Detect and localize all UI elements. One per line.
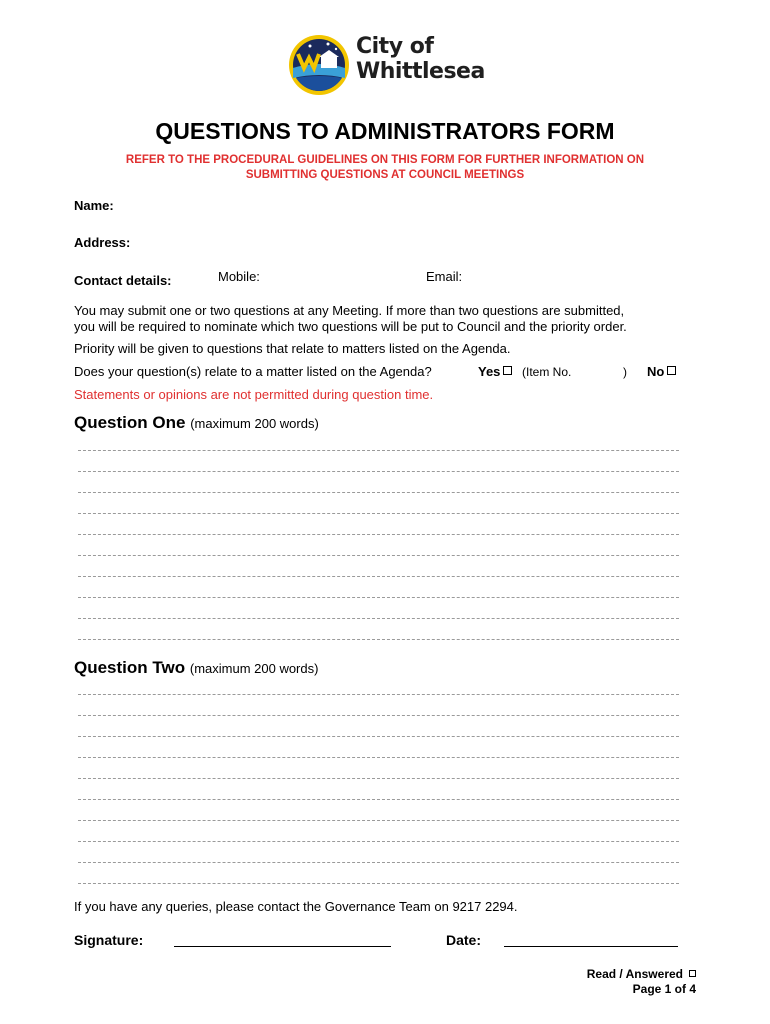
- answer-line: [78, 778, 679, 779]
- answer-line: [78, 513, 679, 514]
- item-number-label: (Item No.: [522, 365, 572, 379]
- signature-line[interactable]: [174, 946, 391, 947]
- answer-line: [78, 799, 679, 800]
- answer-line: [78, 715, 679, 716]
- city-emblem-icon: [288, 34, 350, 96]
- answer-line: [78, 757, 679, 758]
- question-two-heading: [74, 658, 318, 678]
- question-one-heading: [74, 413, 319, 433]
- name-field-label: Name:: [74, 198, 114, 213]
- yes-checkbox[interactable]: [503, 366, 512, 375]
- logo-line-1: City of: [356, 34, 434, 59]
- no-option[interactable]: [647, 364, 676, 379]
- procedural-notice-line-1: REFER TO THE PROCEDURAL GUIDELINES ON THIS FORM FOR FURTHER INFORMATION ON: [125, 154, 645, 166]
- no-label: No: [647, 364, 665, 379]
- governance-contact-note: If you have any queries, please contact the Governance Team on 9217 2294.: [74, 899, 518, 914]
- yes-option[interactable]: [478, 364, 512, 379]
- page-title: QUESTIONS TO ADMINISTRATORS FORM: [155, 118, 615, 144]
- answer-line: [78, 694, 679, 695]
- question-two-note: (maximum 200 words): [189, 661, 319, 676]
- question-one-title: Question One: [74, 413, 186, 432]
- date-line[interactable]: [504, 946, 678, 947]
- answer-line: [78, 736, 679, 737]
- answer-line: [78, 639, 679, 640]
- answer-line: [78, 534, 679, 535]
- question-two-title: Question Two: [74, 658, 186, 677]
- agenda-question: Does your question(s) relate to a matter listed on the Agenda?: [74, 364, 432, 379]
- yes-label: Yes: [478, 364, 501, 379]
- date-label: Date:: [446, 932, 482, 948]
- procedural-notice: [70, 153, 700, 183]
- answer-line: [78, 618, 679, 619]
- item-number-close: ): [623, 365, 627, 379]
- read-answered-label: Read / Answered: [586, 967, 683, 981]
- answer-line: [78, 597, 679, 598]
- answer-line: [78, 471, 679, 472]
- warning-note: Statements or opinions are not permitted during question time.: [74, 387, 434, 402]
- answer-line: [78, 841, 679, 842]
- read-answered-checkbox[interactable]: [689, 970, 696, 977]
- answer-line: [78, 492, 679, 493]
- answer-line: [78, 576, 679, 577]
- mobile-field-label: Mobile:: [218, 269, 260, 284]
- address-field-label: Address:: [74, 235, 131, 250]
- procedural-notice-line-2: SUBMITTING QUESTIONS AT COUNCIL MEETINGS: [245, 169, 525, 181]
- priority-note: Priority will be given to questions that relate to matters listed on the Agenda.: [74, 341, 511, 356]
- contact-details-label: Contact details:: [74, 273, 172, 288]
- answer-line: [78, 883, 679, 884]
- answer-line: [78, 820, 679, 821]
- answer-line: [78, 450, 679, 451]
- logo-line-2: Whittlesea: [356, 59, 485, 84]
- question-one-note: (maximum 200 words): [190, 416, 319, 431]
- email-field-label: Email:: [426, 269, 463, 284]
- read-answered-status: [587, 967, 696, 981]
- info-line-2: you will be required to nominate which two questions will be put to Council and the priority order.: [74, 319, 627, 334]
- page-number: Page 1 of 4: [632, 982, 696, 996]
- city-logo: [288, 34, 488, 96]
- info-line-1: You may submit one or two questions at any Meeting. If more than two questions are submitted,: [74, 303, 625, 318]
- signature-label: Signature:: [74, 932, 144, 948]
- answer-line: [78, 862, 679, 863]
- answer-line: [78, 555, 679, 556]
- no-checkbox[interactable]: [667, 366, 676, 375]
